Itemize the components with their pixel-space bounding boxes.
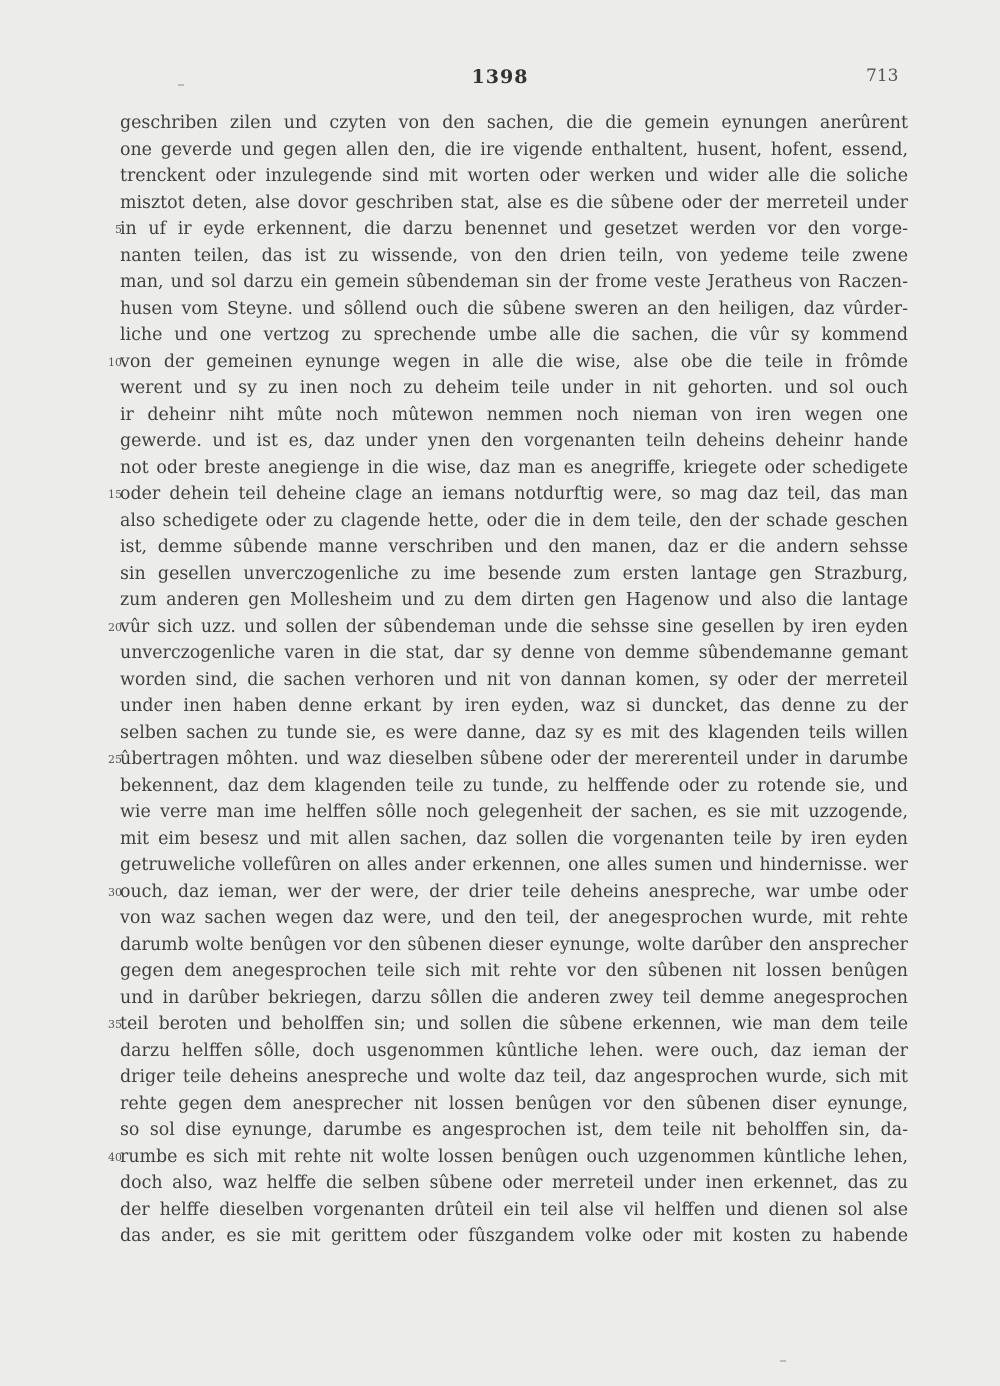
text-line [0, 1091, 1000, 1118]
line-text: mit eim besesz und mit allen sachen, daz sollen die vorgenanten teile by iren eyden [120, 828, 908, 849]
line-text: worden sind, die sachen verhoren und nit von dannan komen, sy oder der merreteil [120, 669, 908, 690]
line-text: rehte gegen dem anesprecher nit lossen benûgen vor den sûbenen diser eynunge, [120, 1093, 908, 1114]
line-text: liche und one vertzog zu sprechende umbe alle die sachen, die vûr sy kommend [120, 325, 908, 345]
line-text: wie verre man ime helffen sôlle noch gelegenheit der sachen, es sie mit uzzogende, [120, 802, 908, 822]
line-text: nanten teilen, das ist zu wissende, von den drien teiln, von yedeme teile zwene [120, 245, 908, 266]
text-line [0, 322, 1000, 349]
line-text: oder dehein teil deheine clage an iemans notdurftig were, so mag daz teil, das man [120, 484, 908, 504]
line-text: unverczogenliche varen in die stat, dar sy denne von demme sûbendemanne gemant [120, 643, 908, 663]
text-line [0, 190, 1000, 217]
text-line [0, 534, 1000, 561]
text-line [0, 852, 1000, 879]
line-text: man, und sol darzu ein gemein sûbendeman sin der frome veste Jeratheus von Raczen- [120, 272, 908, 292]
text-line [0, 428, 1000, 455]
line-text: werent und sy zu inen noch zu deheim teile under in nit gehorten. und sol ouch [120, 378, 908, 398]
text-line [0, 640, 1000, 667]
text-line [0, 1038, 1000, 1065]
text-line [0, 905, 1000, 932]
line-number: 40 [108, 1150, 122, 1164]
text-line [0, 614, 1000, 641]
line-number: 10 [108, 355, 122, 369]
line-text: darzu helffen sôlle, doch usgenommen kûntliche lehen. were ouch, daz ieman der [120, 1040, 908, 1061]
line-text: selben sachen zu tunde sie, es were danne, daz sy es mit des klagenden teils willen [120, 722, 908, 743]
text-line [0, 455, 1000, 482]
line-number: 5 [115, 223, 122, 236]
text-line [0, 561, 1000, 588]
text-line [0, 402, 1000, 429]
text-line [0, 269, 1000, 296]
text-line [0, 243, 1000, 270]
line-text: under inen haben denne erkant by iren eyden, waz si duncket, das denne zu der [120, 696, 908, 716]
text-line [0, 375, 1000, 402]
text-line [0, 826, 1000, 853]
line-text: not oder breste anegienge in die wise, daz man es anegriffe, kriegete oder schedigete [120, 457, 908, 478]
text-line [0, 508, 1000, 535]
text-line [0, 137, 1000, 164]
line-text: der helffe dieselben vorgenanten drûteil ein teil alse vil helffen und dienen sol alse [120, 1199, 908, 1220]
line-text: in uf ir eyde erkennent, die darzu benennet und gesetzet werden vor den vorge- [120, 219, 908, 239]
page-year-heading: 1398 [471, 66, 529, 88]
text-line [0, 985, 1000, 1012]
line-text: geschriben zilen und czyten von den sachen, die die gemein eynungen anerûrent [120, 113, 908, 133]
text-line [0, 667, 1000, 694]
text-line [0, 1011, 1000, 1038]
line-text: misztot deten, alse dovor geschriben stat, alse es die sûbene oder der merreteil under [120, 192, 908, 213]
text-line [0, 1064, 1000, 1091]
line-text: bekennent, daz dem klagenden teile zu tunde, zu helffende oder zu rotende sie, und [120, 775, 908, 796]
text-line [0, 773, 1000, 800]
text-line [0, 1144, 1000, 1171]
text-line [0, 932, 1000, 959]
line-number: 35 [108, 1018, 122, 1031]
text-line [0, 481, 1000, 508]
text-line [0, 1117, 1000, 1144]
line-number: 30 [108, 885, 122, 899]
line-text: doch also, waz helffe die selben sûbene oder merreteil under inen erkennet, das zu [120, 1173, 908, 1193]
line-text: von waz sachen wegen daz were, und den teil, der anegesprochen wurde, mit rehte [120, 908, 908, 928]
text-line [0, 879, 1000, 906]
text-line [0, 958, 1000, 985]
text-line [0, 1223, 1000, 1250]
line-text: rumbe es sich mit rehte nit wolte lossen benûgen ouch uzgenommen kûntliche lehen, [120, 1146, 908, 1167]
line-text: so sol dise eynunge, darumbe es angesprochen ist, dem teile nit beholffen sin, da- [120, 1120, 908, 1140]
line-text: ist, demme sûbende manne verschriben und den manen, daz er die andern sehsse [120, 537, 908, 557]
line-text: ouch, daz ieman, wer der were, der drier teile deheins anespreche, war umbe oder [120, 881, 908, 902]
line-text: das ander, es sie mit gerittem oder fûszgandem volke oder mit kosten zu habende [120, 1226, 908, 1246]
text-line [0, 746, 1000, 773]
text-line [0, 110, 1000, 137]
text-line [0, 349, 1000, 376]
line-text: vûr sich uzz. und sollen der sûbendeman unde die sehsse sine gesellen by iren eyden [120, 616, 908, 637]
line-text: driger teile deheins anespreche und wolte daz teil, daz angesprochen wurde, sich mit [120, 1067, 908, 1087]
line-text: teil beroten und beholffen sin; und sollen die sûbene erkennen, wie man dem teile [120, 1014, 908, 1034]
line-text: ir deheinr niht mûte noch mûtewon nemmen noch nieman von iren wegen one [120, 404, 908, 425]
text-line [0, 1170, 1000, 1197]
line-text: gewerde. und ist es, daz under ynen den vorgenanten teiln deheins deheinr hande [120, 431, 908, 451]
text-line [0, 296, 1000, 323]
line-text: husen vom Steyne. und sôllend ouch die sûbene sweren an den heiligen, daz vûrder- [120, 298, 908, 319]
text-line [0, 720, 1000, 747]
line-text: getruweliche vollefûren on alles ander erkennen, one alles sumen und hindernisse. wer [120, 855, 908, 875]
line-text: sin gesellen unverczogenliche zu ime besende zum ersten lantage gen Strazburg, [120, 563, 908, 584]
line-number: 25 [108, 753, 122, 766]
line-text: und in darûber bekriegen, darzu sôllen die anderen zwey teil demme anegesprochen [120, 987, 908, 1008]
line-text: zum anderen gen Mollesheim und zu dem dirten gen Hagenow und also die lantage [120, 590, 908, 610]
scan-speck [780, 1360, 786, 1362]
line-text: gegen dem anegesprochen teile sich mit rehte vor den sûbenen nit lossen benûgen [120, 961, 908, 981]
line-number: 20 [108, 620, 122, 634]
body-text [0, 110, 1000, 1250]
text-line [0, 799, 1000, 826]
text-line [0, 163, 1000, 190]
text-line [0, 216, 1000, 243]
line-text: also schedigete oder zu clagende hette, oder die in dem teile, den der schade geschen [120, 510, 908, 531]
line-number: 15 [108, 488, 122, 501]
line-text: one geverde und gegen allen den, die ire vigende enthaltent, husent, hofent, essend, [120, 139, 908, 160]
text-line [0, 1197, 1000, 1224]
page-number: 713 [866, 66, 899, 86]
line-text: von der gemeinen eynunge wegen in alle die wise, alse obe die teile in frômde [120, 351, 908, 372]
line-text: trenckent oder inzulegende sind mit worten oder werken und wider alle die soliche [120, 166, 908, 186]
text-line [0, 587, 1000, 614]
text-line [0, 693, 1000, 720]
line-text: ûbertragen môhten. und waz dieselben sûbene oder der mererenteil under in darumbe [120, 749, 908, 769]
line-text: darumb wolte benûgen vor den sûbenen dieser eynunge, wolte darûber den ansprecher [120, 934, 908, 955]
